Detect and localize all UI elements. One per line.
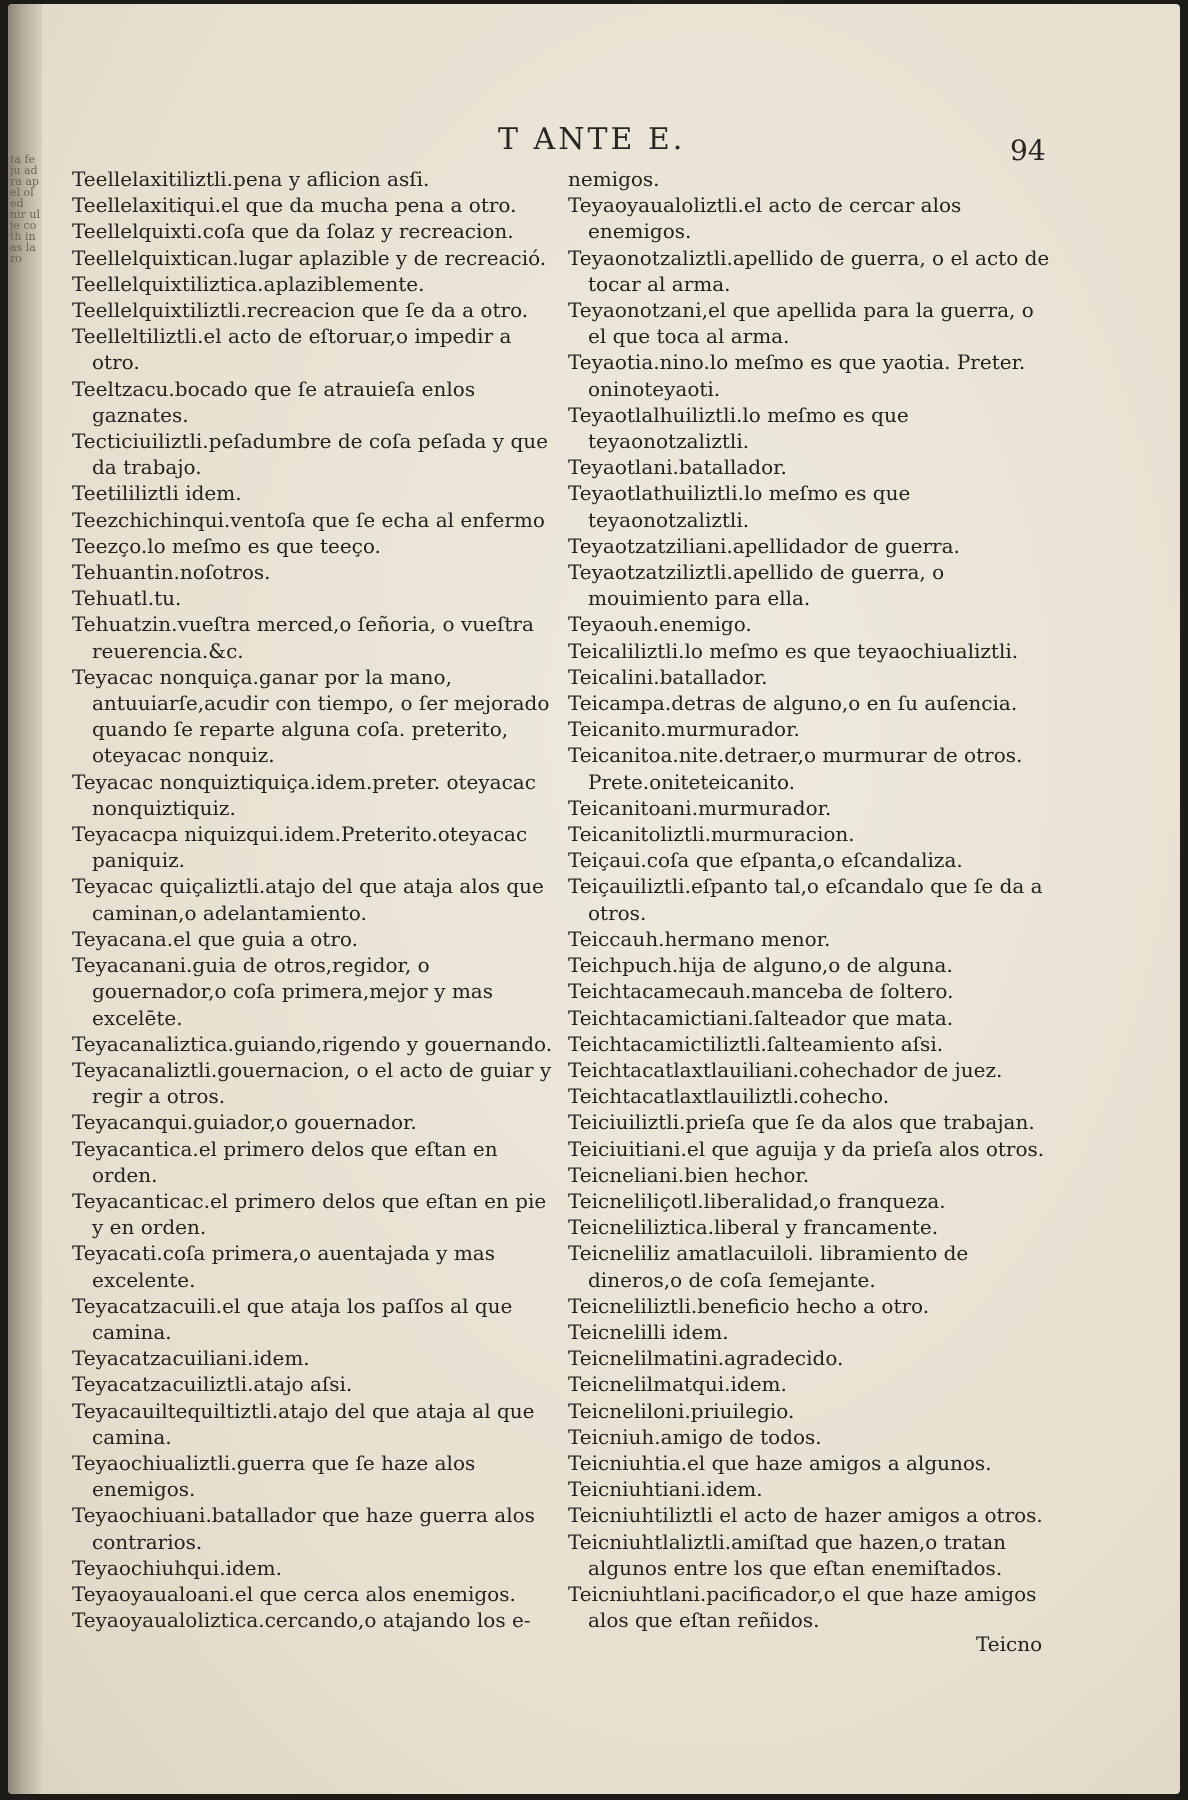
dictionary-entry: Tehuantin.noſotros. xyxy=(72,560,271,585)
dictionary-entry: Teyaochiuhqui.idem. xyxy=(72,1555,282,1580)
dictionary-entry: Teichtacamictiliztli.ſalteamiento aſsi. xyxy=(568,1031,944,1056)
dictionary-entry: Teicalini.batallador. xyxy=(568,664,768,689)
dictionary-entry: Teelleltiliztli.el acto de eſtoruar,o impedir a otro. xyxy=(72,324,512,375)
catchword: Teicno xyxy=(976,1632,1043,1656)
dictionary-entry: Tehuatl.tu. xyxy=(72,586,182,611)
page-number: 94 xyxy=(1010,134,1046,167)
dictionary-entry: Teicneliliz amatlacuiloli. libramiento de dineros,o de coſa ſemejante. xyxy=(568,1241,969,1292)
dictionary-entry: Teyaotlani.batallador. xyxy=(568,455,787,480)
dictionary-entry: Teyaotlalhuiliztli.lo meſmo es que teyaonotzaliztli. xyxy=(568,402,909,454)
dictionary-entry: Teichtacamecauh.manceba de ſoltero. xyxy=(568,979,954,1004)
dictionary-entry: Teezchichinqui.ventoſa que ſe echa al enfermo xyxy=(72,507,545,532)
dictionary-entry: Teyaouh.enemigo. xyxy=(568,612,752,637)
dictionary-entry: Teicnelilmatqui.idem. xyxy=(568,1372,787,1397)
dictionary-entry: Teicampa.detras de alguno,o en ſu auſencia. xyxy=(568,691,1018,716)
dictionary-entry: Teyaochiualiztli.guerra que ſe haze alos enemigos. xyxy=(72,1450,476,1502)
dictionary-entry: Teicneliloni.priuilegio. xyxy=(568,1398,795,1423)
left-column xyxy=(72,166,557,1633)
dictionary-entry: Teyacacpa niquizqui.idem.Preterito.oteyacac paniquiz. xyxy=(72,822,528,873)
dictionary-entry: Teyacatzacuili.el que ataja los paſſos al que camina. xyxy=(72,1293,513,1344)
dictionary-entry: Teyaotia.nino.lo meſmo es que yaotia. Preter. oninoteyaoti. xyxy=(568,350,1026,401)
dictionary-entry: Teichtacamictiani.ſalteador que mata. xyxy=(568,1005,954,1030)
facing-page-bleed: ta fe ju ad ra ap el ol ed nir ul je co th in as la ro xyxy=(10,154,40,265)
dictionary-entry: Teyaonotzani,el que apellida para la guerra, o el que toca al arma. xyxy=(568,298,1034,349)
dictionary-entry: Tecticiuiliztli.peſadumbre de coſa peſada y que da trabajo. xyxy=(72,429,548,480)
dictionary-entry: Teyacac nonquiça.ganar por la mano, antuuiarſe,acudir con tiempo, o ſer mejorado quando ſe reparte alguna coſa. preterito, oteyacac nonquiz. xyxy=(72,664,550,768)
dictionary-entry: Teellelaxitiqui.el que da mucha pena a otro. xyxy=(72,193,517,218)
dictionary-entry: Teyacanani.guia de otros,regidor, o gouernador,o coſa primera,mejor y mas excelēte. xyxy=(72,953,493,1030)
dictionary-entry: Teiccauh.hermano menor. xyxy=(568,926,831,951)
dictionary-entry: Teyaotzatziliztli.apellido de guerra, o mouimiento para ella. xyxy=(568,560,945,611)
dictionary-entry: Teellelquixtiliztli.recreacion que ſe da a otro. xyxy=(72,298,529,323)
dictionary-entry: Teiçaui.coſa que eſpanta,o eſcandaliza. xyxy=(568,848,963,873)
dictionary-entry: Teicneliliztica.liberal y francamente. xyxy=(568,1215,939,1240)
running-header: T ANTE E. xyxy=(498,122,686,157)
dictionary-entry: Teyacanaliztica.guiando,rigendo y gouernando. xyxy=(72,1031,553,1056)
dictionary-entry: Teicneliliçotl.liberalidad,o franqueza. xyxy=(568,1188,946,1213)
dictionary-entry: Teyacatzacuiliztli.atajo aſsi. xyxy=(72,1372,353,1397)
dictionary-entry: Teicniuhtiani.idem. xyxy=(568,1477,763,1502)
dictionary-entry: Teyacana.el que guia a otro. xyxy=(72,926,358,951)
dictionary-entry: Teicanitoani.murmurador. xyxy=(568,795,832,820)
dictionary-entry: Teyacac nonquiztiquiça.idem.preter. oteyacac nonquiztiquiz. xyxy=(72,769,536,820)
dictionary-entry: Teyaoyaualoani.el que cerca alos enemigos. xyxy=(72,1581,516,1606)
dictionary-entry: Teyaotzatziliani.apellidador de guerra. xyxy=(568,533,960,558)
dictionary-entry: nemigos. xyxy=(568,167,660,191)
dictionary-entry: Teyaoyaualoliztica.cercando,o atajando los e- xyxy=(72,1608,531,1633)
dictionary-entry: Teyaoyaualoliztli.el acto de cercar alos enemigos. xyxy=(568,193,962,244)
dictionary-entry: Tehuatzin.vueſtra merced,o ſeñoria, o vueſtra reuerencia.&c. xyxy=(72,612,534,663)
dictionary-entry: Teyaochiuani.batallador que haze guerra alos contrarios. xyxy=(72,1503,535,1554)
dictionary-entry: Teyacantica.el primero delos que eſtan en orden. xyxy=(72,1136,498,1187)
dictionary-entry: Teyaonotzaliztli.apellido de guerra, o el acto de tocar al arma. xyxy=(568,245,1050,296)
dictionary-entry: Teichpuch.hija de alguno,o de alguna. xyxy=(568,953,953,978)
dictionary-entry: Teicanitoliztli.murmuracion. xyxy=(568,822,855,847)
dictionary-entry: Teicanitoa.nite.detraer,o murmurar de otros. Prete.oniteteicanito. xyxy=(568,743,1023,794)
dictionary-entry: Teellelquixti.coſa que da ſolaz y recreacion. xyxy=(72,219,514,244)
dictionary-entry: Teicnelilli idem. xyxy=(568,1319,729,1344)
dictionary-entry: Teicniuhtiliztli el acto de hazer amigos a otros. xyxy=(568,1503,1043,1528)
dictionary-entry: Teezço.lo meſmo es que teeço. xyxy=(72,533,381,558)
dictionary-entry: Teicneliliztli.beneficio hecho a otro. xyxy=(568,1293,930,1318)
dictionary-entry: Teicniuhtlaliztli.amiſtad que hazen,o tratan algunos entre los que eſtan enemiſtados. xyxy=(568,1529,1006,1580)
dictionary-entry: Teicnelilmatini.agradecido. xyxy=(568,1346,844,1371)
dictionary-entry: Teicniuhtia.el que haze amigos a algunos. xyxy=(568,1450,992,1475)
dictionary-entry: Teichtacatlaxtlauiliani.cohechador de juez. xyxy=(568,1057,1003,1082)
dictionary-entry: Teiciuitiani.el que aguija y da prieſa alos otros. xyxy=(568,1136,1045,1161)
dictionary-entry: Teicneliani.bien hechor. xyxy=(568,1162,810,1187)
dictionary-entry: Teyacanaliztli.gouernacion, o el acto de guiar y regir a otros. xyxy=(72,1057,552,1109)
dictionary-entry: Teiçauiliztli.eſpanto tal,o eſcandalo que ſe da a otros. xyxy=(568,874,1043,925)
dictionary-entry: Teicaliliztli.lo meſmo es que teyaochiualiztli. xyxy=(568,638,1019,663)
dictionary-entry: Teeltzacu.bocado que ſe atrauieſa enlos gaznates. xyxy=(72,376,476,427)
dictionary-entry: Teellelaxitiliztli.pena y aflicion asſi. xyxy=(72,167,430,191)
book-page xyxy=(8,4,1180,1794)
dictionary-entry: Teyaotlathuiliztli.lo meſmo es que teyaonotzaliztli. xyxy=(568,481,911,532)
dictionary-entry: Teicniuhtlani.pacificador,o el que haze amigos alos que eſtan reñidos. xyxy=(568,1581,1037,1633)
dictionary-entry: Teyacauiltequiltiztli.atajo del que ataja al que camina. xyxy=(72,1398,535,1449)
dictionary-entry: Teellelquixtiliztica.aplaziblemente. xyxy=(72,271,425,296)
dictionary-entry: Teyacanqui.guiador,o gouernador. xyxy=(72,1110,417,1135)
right-column xyxy=(568,166,1053,1633)
dictionary-entry: Teetililiztli idem. xyxy=(72,481,242,506)
dictionary-entry: Teichtacatlaxtlauiliztli.cohecho. xyxy=(568,1084,890,1109)
dictionary-entry: Teicniuh.amigo de todos. xyxy=(568,1424,822,1449)
dictionary-entry: Teyacac quiçaliztli.atajo del que ataja alos que caminan,o adelantamiento. xyxy=(72,874,544,925)
dictionary-entry: Teiciuiliztli.prieſa que ſe da alos que trabajan. xyxy=(568,1110,1035,1135)
dictionary-entry: Teyacati.coſa primera,o auentajada y mas excelente. xyxy=(72,1241,495,1292)
dictionary-entry: Teyacatzacuiliani.idem. xyxy=(72,1346,310,1371)
dictionary-entry: Teicanito.murmurador. xyxy=(568,717,800,742)
dictionary-entry: Teyacanticac.el primero delos que eſtan en pie y en orden. xyxy=(72,1188,547,1240)
dictionary-entry: Teellelquixtican.lugar aplazible y de recreació. xyxy=(72,245,547,270)
